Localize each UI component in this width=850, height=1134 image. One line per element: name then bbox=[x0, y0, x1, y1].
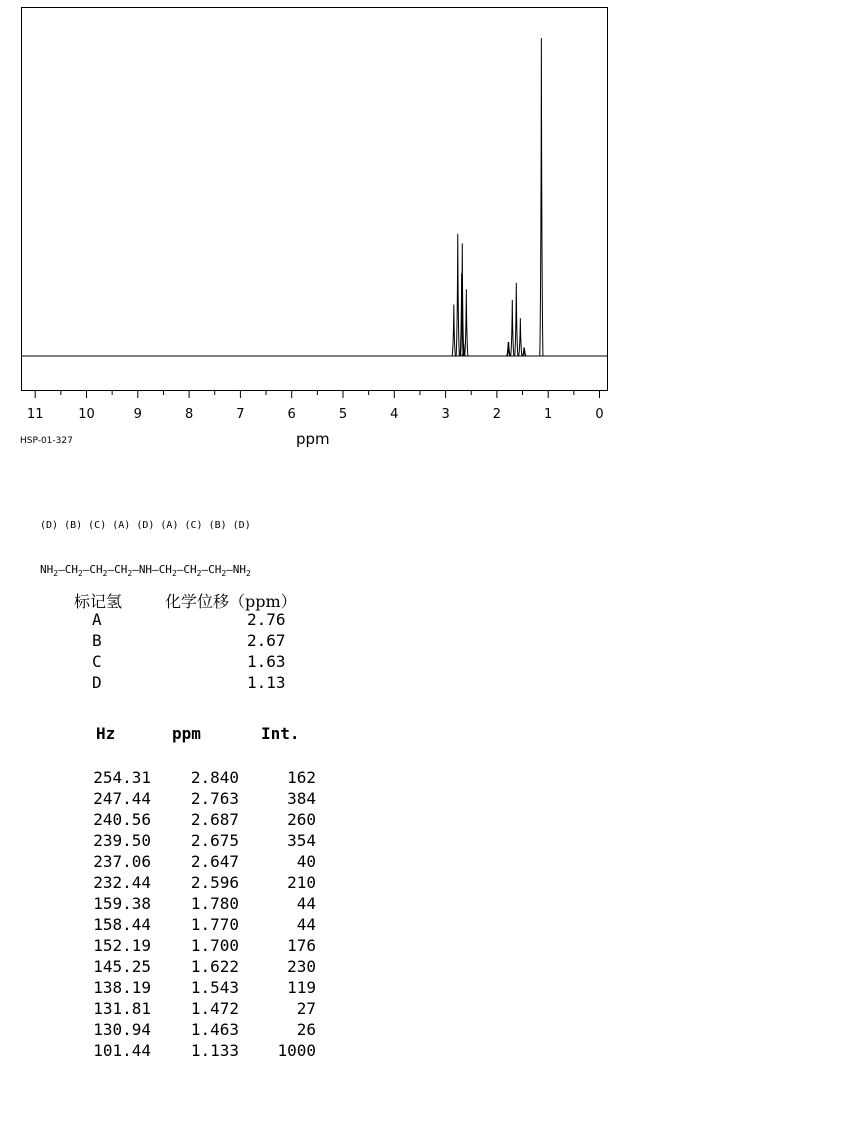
bond: — bbox=[226, 563, 233, 576]
x-tick-label: 5 bbox=[338, 407, 348, 422]
formula-group: $CH_2$ bbox=[89, 563, 108, 579]
peak-ppm: 1.133 bbox=[190, 1041, 239, 1060]
peak-ppm: 2.840 bbox=[190, 768, 239, 787]
peak-int: 176 bbox=[287, 936, 316, 955]
x-tick-label: 8 bbox=[184, 407, 194, 422]
peak-int: 40 bbox=[296, 852, 316, 871]
formula-group: $CH_2$ bbox=[64, 563, 83, 579]
shift-row-value: 1.63 bbox=[247, 652, 286, 671]
shift-row-value: 1.13 bbox=[247, 673, 286, 692]
bond: — bbox=[107, 563, 115, 576]
shift-row-label: C bbox=[92, 652, 102, 671]
peak-hz: 138.19 bbox=[93, 978, 151, 997]
peak-ppm: 1.770 bbox=[190, 915, 239, 934]
peak-hz: 237.06 bbox=[93, 852, 151, 871]
peak-ppm: 2.687 bbox=[190, 810, 239, 829]
peak-ppm: 2.596 bbox=[190, 873, 239, 892]
peak-int: 26 bbox=[296, 1020, 316, 1039]
bond: — bbox=[132, 563, 139, 576]
peak-int: 1000 bbox=[277, 1041, 316, 1060]
peak-hz: 159.38 bbox=[93, 894, 151, 913]
spectrum-peak bbox=[465, 289, 468, 356]
peak-hz: 158.44 bbox=[93, 915, 151, 934]
shift-row-value: 2.67 bbox=[247, 631, 286, 650]
peak-int: 210 bbox=[287, 873, 316, 892]
x-axis-ticks bbox=[35, 391, 599, 398]
peak-hz: 239.50 bbox=[93, 831, 151, 850]
formula-group: $CH_2$ bbox=[158, 563, 177, 579]
spectrum-peaks bbox=[452, 38, 543, 356]
peak-int: 44 bbox=[296, 894, 316, 913]
x-tick-label: 1 bbox=[544, 407, 553, 422]
peak-ppm: 1.472 bbox=[190, 999, 239, 1018]
peak-ppm: 2.763 bbox=[190, 789, 239, 808]
bond: — bbox=[176, 563, 184, 576]
spectrum-peak bbox=[511, 300, 514, 356]
bond: — bbox=[152, 563, 159, 576]
x-tick-label: 2 bbox=[492, 407, 502, 422]
peak-table-header-int: Int. bbox=[261, 724, 300, 743]
peak-int: 162 bbox=[287, 768, 316, 787]
peak-table-header-ppm: ppm bbox=[172, 724, 201, 743]
x-tick-label: 6 bbox=[287, 407, 296, 422]
peak-int: 44 bbox=[296, 915, 316, 934]
peak-hz: 254.31 bbox=[93, 768, 151, 787]
bond: — bbox=[201, 563, 209, 576]
bond: — bbox=[58, 563, 65, 576]
peak-int: 119 bbox=[287, 978, 316, 997]
formula-group: NH bbox=[138, 563, 153, 576]
formula-group: $NH_2$ bbox=[232, 563, 251, 579]
shift-row-value: 2.76 bbox=[247, 610, 286, 629]
nmr-spectrum-chart bbox=[0, 0, 850, 430]
peak-hz: 131.81 bbox=[93, 999, 151, 1018]
x-axis-tick-labels bbox=[27, 407, 604, 422]
peak-hz: 240.56 bbox=[93, 810, 151, 829]
x-tick-label: 11 bbox=[26, 407, 44, 422]
peak-ppm: 1.780 bbox=[190, 894, 239, 913]
formula-group: $NH_2$ bbox=[40, 563, 59, 579]
x-tick-label: 9 bbox=[133, 407, 142, 422]
peak-table-header-hz: Hz bbox=[96, 724, 116, 743]
peak-ppm: 2.675 bbox=[190, 831, 239, 850]
peak-ppm: 1.622 bbox=[190, 957, 239, 976]
spectrum-peak bbox=[452, 304, 455, 356]
peak-hz: 232.44 bbox=[93, 873, 151, 892]
formula-position-labels: (D) (B) (C) (A) (D) (A) (C) (B) (D) bbox=[40, 520, 251, 531]
peak-ppm: 1.543 bbox=[190, 978, 239, 997]
spectrum-code: HSP-01-327 bbox=[20, 436, 73, 446]
formula-group: $CH_2$ bbox=[114, 563, 133, 579]
formula-group: $CH_2$ bbox=[183, 563, 202, 579]
x-tick-label: 3 bbox=[441, 407, 450, 422]
peak-hz: 101.44 bbox=[93, 1041, 151, 1060]
shift-row-label: A bbox=[92, 610, 102, 629]
x-tick-label: 10 bbox=[78, 407, 95, 422]
spectrum-peak bbox=[515, 283, 518, 356]
x-tick-label: 4 bbox=[390, 407, 399, 422]
spectrum-peak bbox=[540, 38, 543, 356]
peak-hz: 247.44 bbox=[93, 789, 151, 808]
shift-row-label: B bbox=[92, 631, 102, 650]
peak-hz: 145.25 bbox=[93, 957, 151, 976]
peak-int: 384 bbox=[287, 789, 316, 808]
peak-int: 230 bbox=[287, 957, 316, 976]
x-axis-label: ppm bbox=[296, 430, 330, 448]
formula-chain bbox=[40, 563, 251, 578]
peak-int: 260 bbox=[287, 810, 316, 829]
shift-row-label: D bbox=[92, 673, 102, 692]
shift-table-header-label: 标记氢 bbox=[74, 592, 123, 611]
peak-ppm: 1.463 bbox=[190, 1020, 239, 1039]
x-tick-label: 7 bbox=[236, 407, 245, 422]
shift-table-header-shift: 化学位移（ppm） bbox=[165, 592, 297, 611]
bond: — bbox=[82, 563, 90, 576]
structural-formula bbox=[40, 494, 251, 591]
peak-hz: 152.19 bbox=[93, 936, 151, 955]
formula-group: $CH_2$ bbox=[208, 563, 227, 579]
peak-int: 27 bbox=[296, 999, 316, 1018]
peak-int: 354 bbox=[287, 831, 316, 850]
x-tick-label: 0 bbox=[595, 407, 604, 422]
spectrum-peak bbox=[519, 318, 522, 356]
spectrum-peak bbox=[456, 234, 459, 356]
peak-hz: 130.94 bbox=[93, 1020, 151, 1039]
peak-ppm: 1.700 bbox=[190, 936, 239, 955]
peak-ppm: 2.647 bbox=[190, 852, 239, 871]
